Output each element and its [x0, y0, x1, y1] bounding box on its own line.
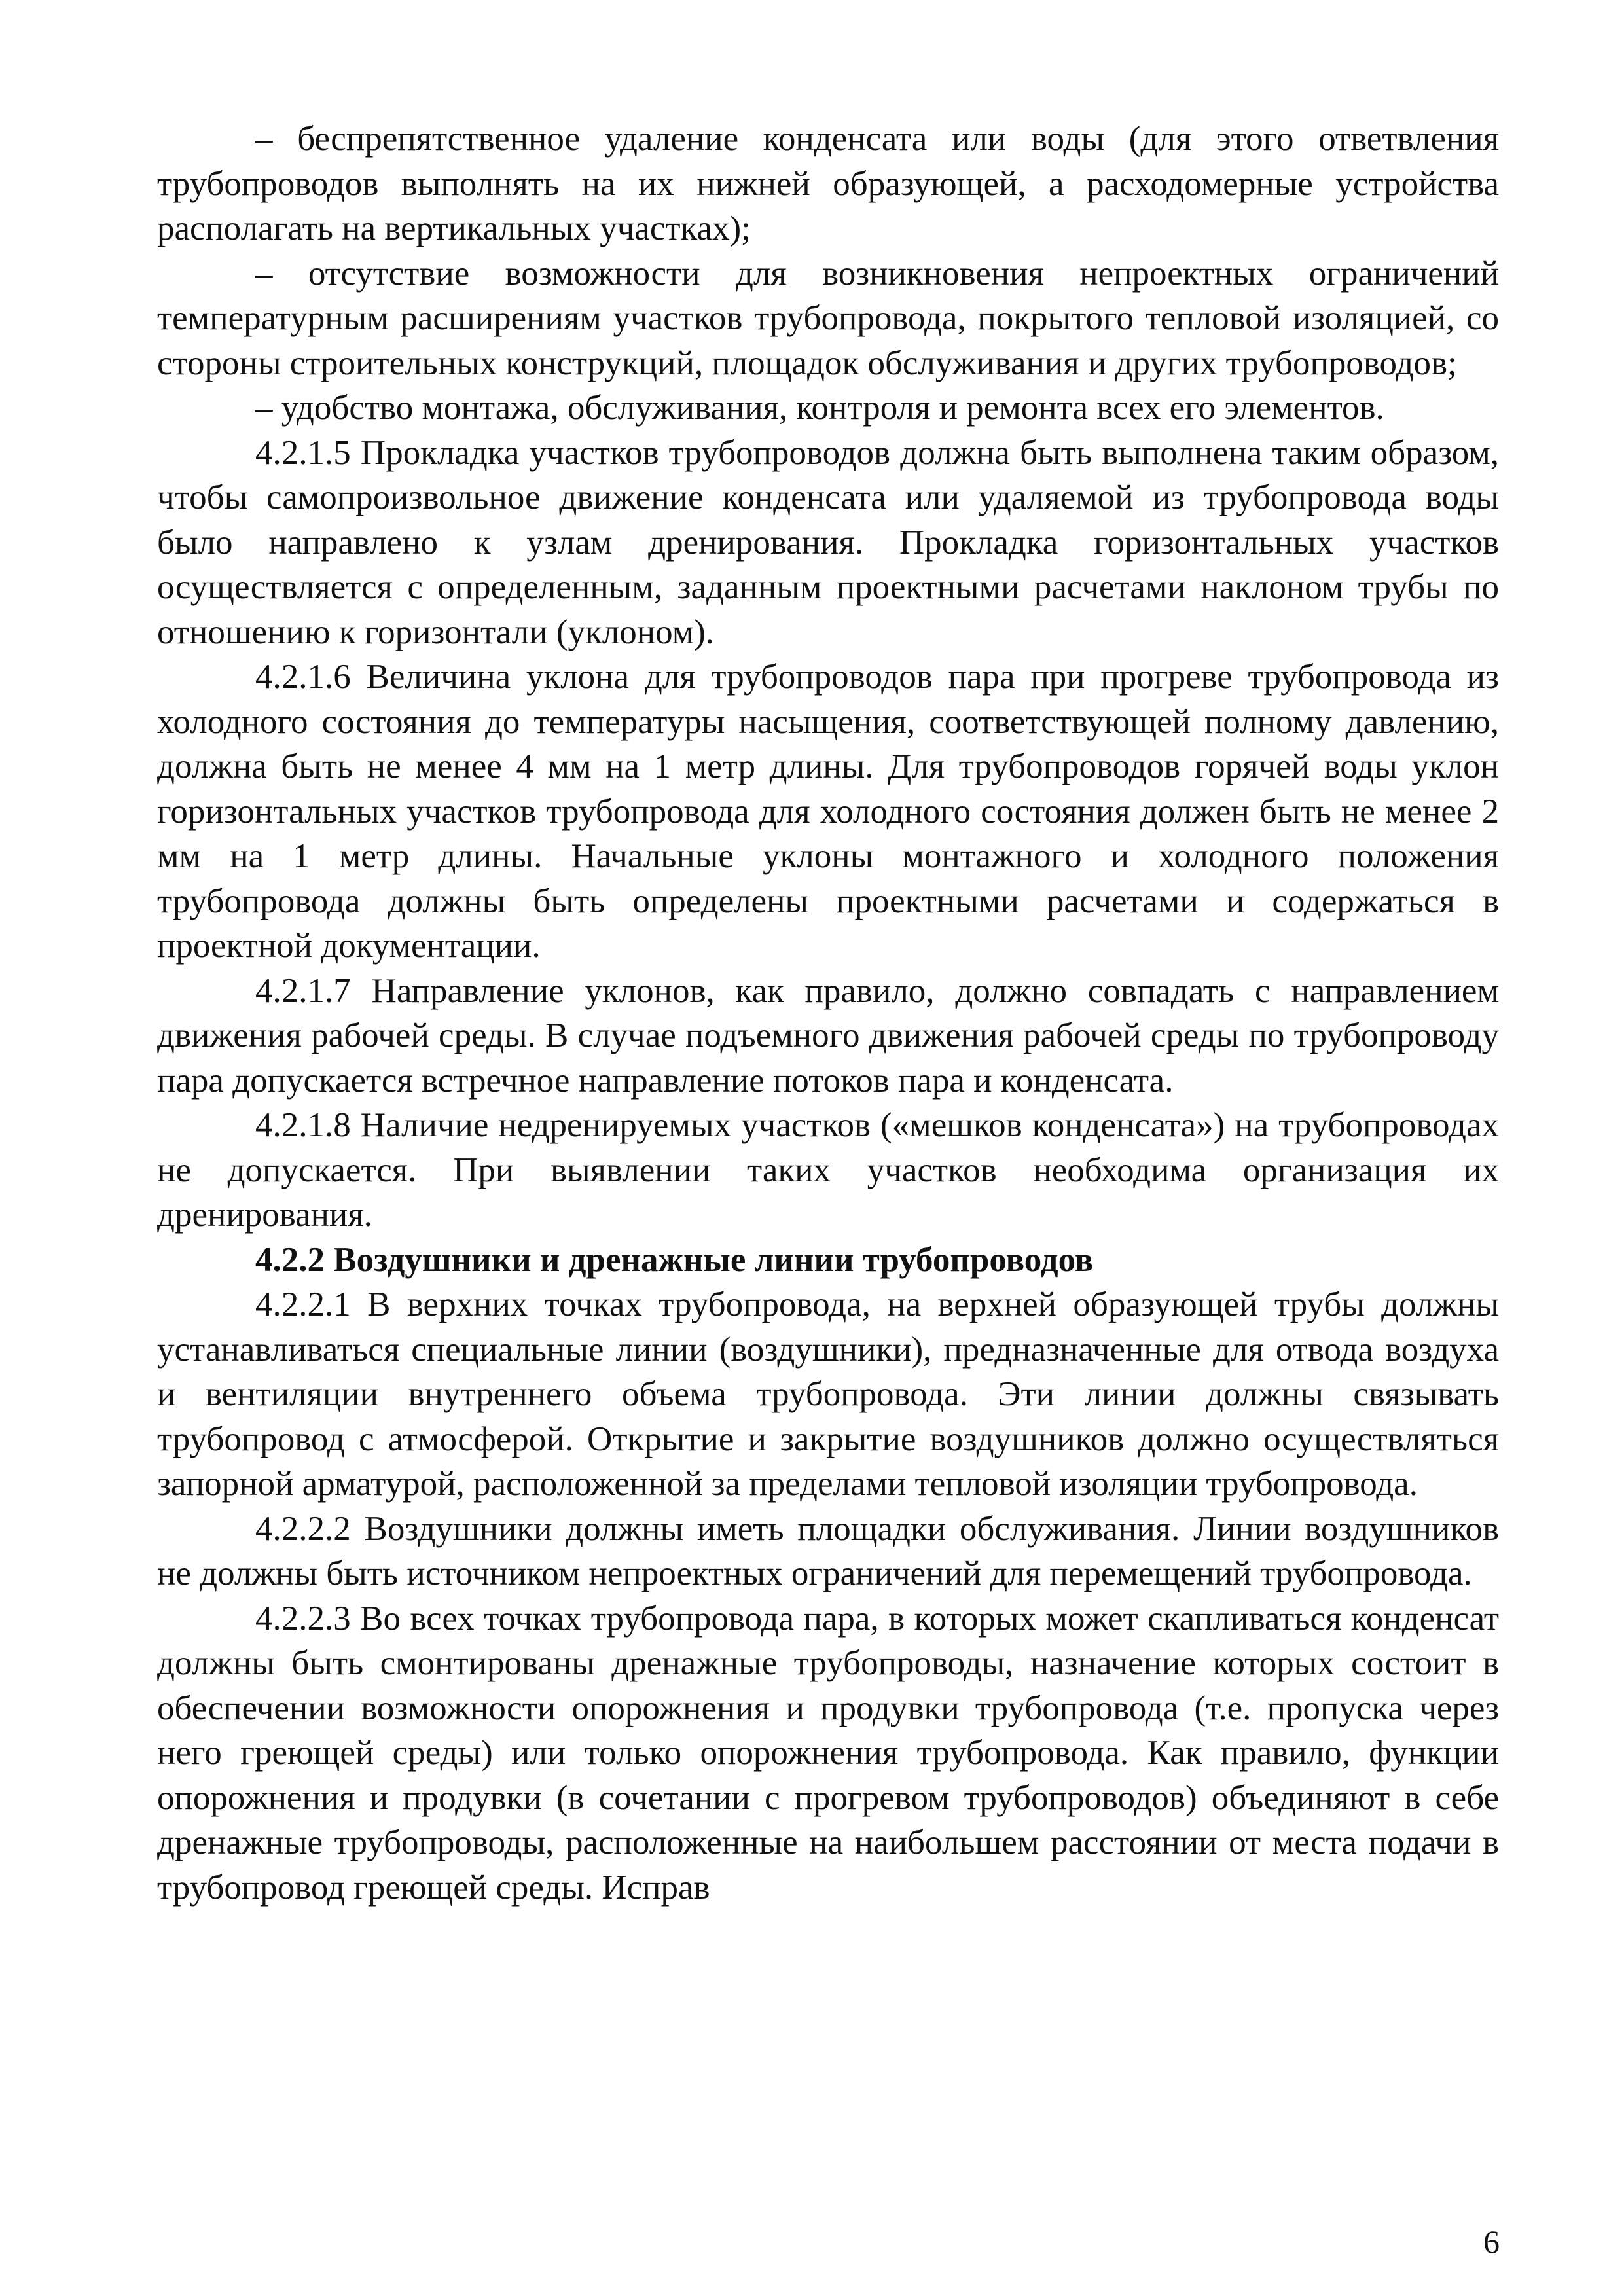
paragraph-list-item-condensate-removal: – беспрепятственное удаление конденсата или воды (для этого ответвления трубопроводов выполнять на их нижней образующей, а расходомерные устройства располагать на вертикальных участках);	[157, 120, 1499, 247]
paragraph-4-2-2-1: 4.2.2.1 В верхних точках трубопровода, на верхней образующей трубы должны устанавливаться специальные линии (воздушники), предназначенные для отвода воздуха и вентиляции внутреннего объема трубопровода. Эти линии должны связывать трубопровод с атмосферой. Открытие и закрытие воздушников должно осуществляться запорной арматурой, расположенной за пределами тепловой изоляции трубопровода.	[157, 1285, 1499, 1503]
paragraph-4-2-1-7: 4.2.1.7 Направление уклонов, как правило, должно совпадать с направлением движения рабочей среды. В случае подъемного движения рабочей среды по трубопроводу пара допускается встречное направление потоков пара и конденсата.	[157, 971, 1499, 1100]
paragraph-list-item-maintenance: – удобство монтажа, обслуживания, контроля и ремонта всех его элементов.	[255, 389, 1384, 427]
paragraph-4-2-1-6: 4.2.1.6 Величина уклона для трубопроводов пара при прогреве трубопровода из холодного состояния до температуры насыщения, соответствующей полному давлению, должна быть не менее 4 мм на 1 метр длины. Для трубопроводов горячей воды уклон горизонтальных участков трубопровода для холодного состояния должен быть не менее 2 мм на 1 метр длины. Начальные уклоны монтажного и холодного положения трубопровода должны быть определены проектными расчетами и содержаться в проектной документации.	[157, 658, 1499, 965]
section-heading-4-2-2: 4.2.2 Воздушники и дренажные линии трубопроводов	[255, 1240, 1094, 1279]
document-page	[157, 117, 1499, 1910]
paragraph-4-2-2-3: 4.2.2.3 Во всех точках трубопровода пара, в которых может скапливаться конденсат должны быть смонтированы дренажные трубопроводы, назначение которых состоит в обеспечении возможности опорожнения и продувки трубопровода (т.е. пропуска через него греющей среды) или только опорожнения трубопровода. Как правило, функции опорожнения и продувки (в сочетании с прогревом трубопроводов) объединяют в себе дренажные трубопроводы, расположенные на наибольшем расстоянии от места подачи в трубопровод греющей среды. Исправ	[157, 1599, 1499, 1907]
paragraph-4-2-1-5: 4.2.1.5 Прокладка участков трубопроводов должна быть выполнена таким образом, чтобы самопроизвольное движение конденсата или удаляемой из трубопровода воды было направлено к узлам дренирования. Прокладка горизонтальных участков осуществляется с определенным, заданным проектными расчетами наклоном трубы по отношению к горизонтали (уклоном).	[157, 433, 1499, 651]
paragraph-4-2-1-8: 4.2.1.8 Наличие недренируемых участков («мешков конденсата») на трубопроводах не допускается. При выявлении таких участков необходима организация их дренирования.	[157, 1106, 1499, 1234]
paragraph-list-item-thermal-expansion: – отсутствие возможности для возникновения непроектных ограничений температурным расширениям участков трубопровода, покрытого тепловой изоляцией, со стороны строительных конструкций, площадок обслуживания и других трубопроводов;	[157, 254, 1499, 382]
page-number: 6	[1483, 2223, 1500, 2260]
paragraph-4-2-2-2: 4.2.2.2 Воздушники должны иметь площадки обслуживания. Линии воздушников не должны быть источником непроектных ограничений для перемещений трубопровода.	[157, 1509, 1499, 1592]
